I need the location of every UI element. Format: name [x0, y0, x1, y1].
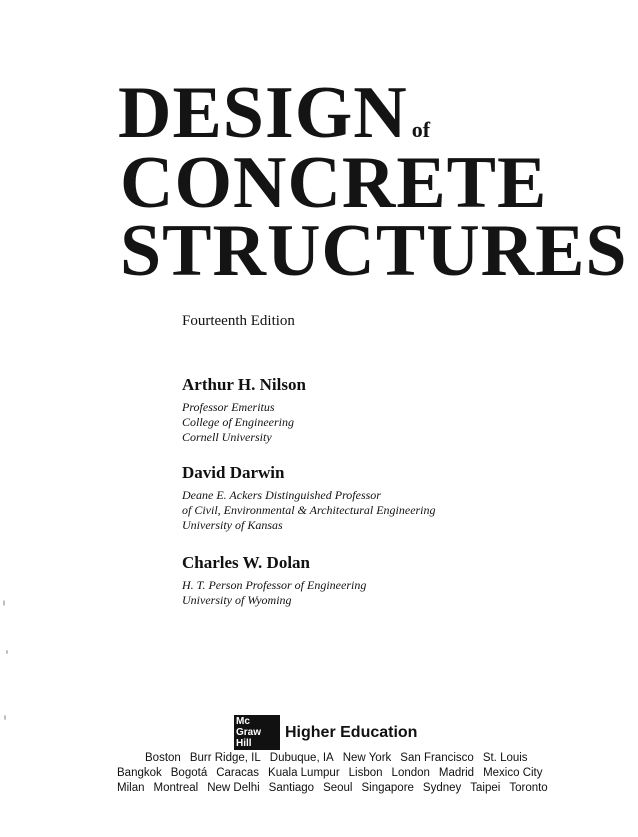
book-title-line-2: CONCRETE [120, 142, 548, 224]
author-block-3 [182, 552, 366, 608]
edition-label: Fourteenth Edition [182, 313, 295, 329]
logo-text-line: Graw [236, 727, 262, 738]
city: Sydney [422, 782, 462, 794]
scan-speck [6, 650, 8, 654]
title-word-design: DESIGN [118, 72, 408, 154]
author-affiliation-line: University of Wyoming [182, 593, 292, 607]
city: Lisbon [348, 767, 383, 779]
author-block-2 [182, 462, 436, 533]
city: London [391, 767, 430, 779]
logo-text-line: Hill [236, 738, 252, 749]
logo-text-line: Mc [236, 716, 250, 727]
city: Singapore [361, 782, 414, 794]
city: Mexico City [483, 767, 543, 779]
city: Dubuque, IA [269, 752, 334, 764]
title-word-of: of [411, 117, 431, 142]
author-name: Charles W. Dolan [182, 553, 310, 572]
city: Boston [145, 752, 181, 764]
author-affiliation-line: H. T. Person Professor of Engineering [182, 578, 367, 592]
city: Taipei [470, 782, 501, 794]
city: New York [342, 752, 392, 764]
city: Seoul [323, 782, 353, 794]
publisher-name: Higher Education [285, 723, 418, 741]
city: Montreal [153, 782, 199, 794]
author-affiliation-line: College of Engineering [182, 415, 294, 429]
scan-speck [4, 715, 6, 720]
publisher-cities-row-1 [145, 752, 638, 764]
author-affiliation-line: University of Kansas [182, 518, 283, 532]
city: Santiago [268, 782, 315, 794]
city: Burr Ridge, IL [189, 752, 261, 764]
book-title-line-1 [118, 72, 431, 154]
city: San Francisco [400, 752, 474, 764]
book-title-line-3: STRUCTURES [120, 210, 628, 292]
city: Madrid [438, 767, 475, 779]
city: St. Louis [482, 752, 528, 764]
city: Bogotá [170, 767, 208, 779]
author-name: David Darwin [182, 463, 285, 482]
city: Kuala Lumpur [268, 767, 340, 779]
city: Caracas [216, 767, 260, 779]
city: Milan [117, 782, 145, 794]
author-affiliation-line: Cornell University [182, 430, 272, 444]
publisher-cities-row-3 [117, 782, 638, 794]
author-name: Arthur H. Nilson [182, 375, 306, 394]
scan-speck [3, 600, 5, 606]
publisher-imprint [234, 715, 417, 750]
city: New Delhi [207, 782, 260, 794]
author-affiliation-line: Professor Emeritus [182, 400, 275, 414]
author-affiliation-line: Deane E. Ackers Distinguished Professor [182, 488, 381, 502]
city: Toronto [509, 782, 548, 794]
author-affiliation-line: of Civil, Environmental & Architectural Engineering [182, 503, 436, 517]
author-block-1 [182, 374, 306, 445]
publisher-cities-row-2 [117, 767, 638, 779]
city: Bangkok [117, 767, 162, 779]
mcgraw-hill-logo-icon [234, 715, 280, 750]
